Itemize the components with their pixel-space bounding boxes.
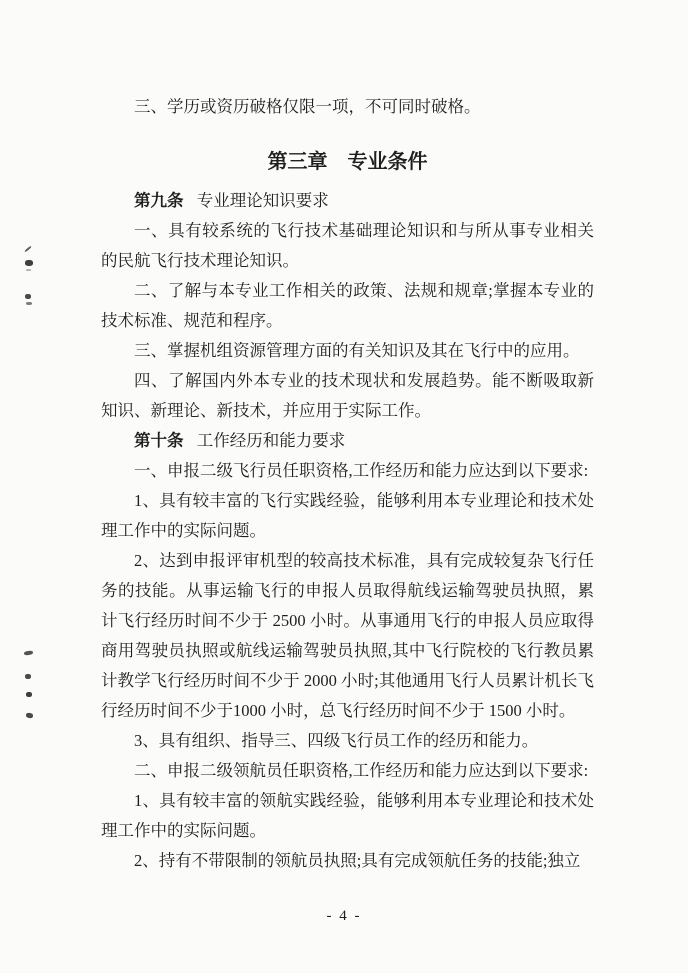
body-paragraph: 1、具有较丰富的领航实践经验，能够利用本专业理论和技术处理工作中的实际问题。	[101, 791, 594, 840]
document-body	[101, 92, 594, 876]
page-number: - 4 -	[326, 908, 362, 924]
body-paragraph: 1、具有较丰富的飞行实践经验，能够利用本专业理论和技术处理工作中的实际问题。	[101, 491, 594, 540]
scan-artifact-mark	[26, 712, 34, 718]
body-paragraph: 2、持有不带限制的领航员执照;具有完成领航任务的技能;独立	[134, 851, 581, 870]
scan-artifact-mark	[25, 260, 33, 266]
chapter-heading: 第三章 专业条件	[267, 151, 428, 173]
body-paragraph: 3、具有组织、指导三、四级飞行员工作的经历和能力。	[134, 731, 539, 750]
scan-artifact-mark	[24, 650, 33, 655]
body-paragraph: 三、学历或资历破格仅限一项，不可同时破格。	[134, 97, 481, 116]
article-paragraph	[101, 186, 594, 216]
scan-artifact-mark	[26, 302, 32, 305]
article-paragraph	[101, 426, 594, 456]
article-title: 工作经历和能力要求	[196, 431, 346, 450]
scan-artifact-mark	[25, 674, 31, 679]
body-paragraph: 四、了解国内外本专业的技术现状和发展趋势。能不断吸取新知识、新理论、新技术，并应用于实际工作。	[101, 371, 594, 420]
body-paragraph: 三、掌握机组资源管理方面的有关知识及其在飞行中的应用。	[134, 341, 580, 360]
scan-artifact-mark	[26, 692, 32, 697]
body-paragraph: 二、了解与本专业工作相关的政策、法规和规章;掌握本专业的技术标准、规范和程序。	[101, 281, 594, 330]
article-number: 第十条	[134, 432, 184, 450]
body-paragraph: 一、申报二级飞行员任职资格,工作经历和能力应达到以下要求:	[134, 461, 589, 480]
scan-artifact-mark	[24, 246, 31, 253]
article-title: 专业理论知识要求	[196, 191, 329, 210]
scan-artifact-mark	[25, 294, 31, 299]
scan-artifact-mark	[26, 269, 31, 271]
body-paragraph: 二、申报二级领航员任职资格,工作经历和能力应达到以下要求:	[134, 761, 589, 780]
body-paragraph: 一、具有较系统的飞行技术基础理论知识和与所从事专业相关的民航飞行技术理论知识。	[101, 221, 594, 270]
article-number: 第九条	[134, 192, 184, 210]
body-paragraph: 2、达到申报评审机型的较高技术标准，具有完成较复杂飞行任务的技能。从事运输飞行的申报人员取得航线运输驾驶员执照，累计飞行经历时间不少于 2500 小时。从事通用飞行的申报人员应取得商用驾驶员执照或航线运输驾驶员执照,其中飞行院校的飞行教员累计教学飞行经历时间不少于 2000 小时;其他通用飞行人员累计机长飞行经历时间不少于1000 小时，总飞行经历时间不少于 1500 小时。	[101, 551, 594, 720]
